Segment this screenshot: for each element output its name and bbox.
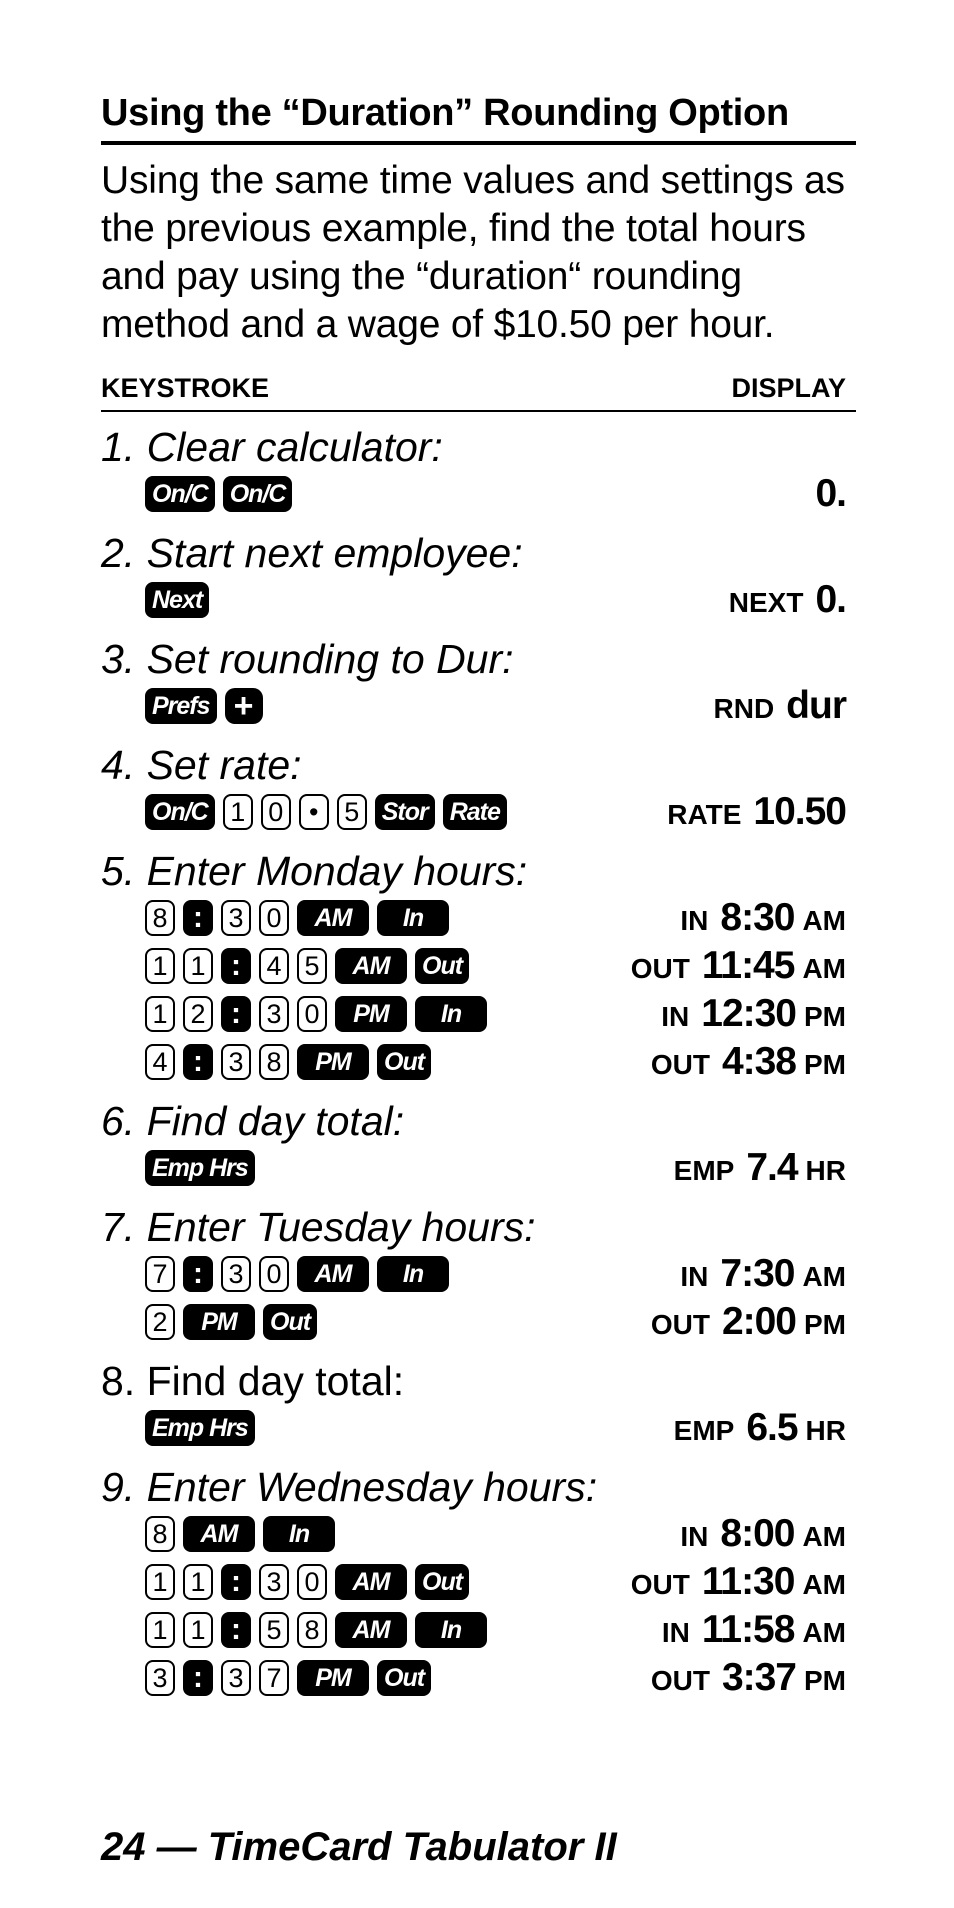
colon-key: : bbox=[183, 1256, 213, 1292]
out-key: Out bbox=[377, 1044, 431, 1080]
display-value: 0. bbox=[815, 578, 846, 621]
in-key: In bbox=[377, 900, 449, 936]
display-value: 4:38 bbox=[721, 1040, 796, 1083]
on-c-key: On/C bbox=[145, 476, 215, 512]
display-value: 0. bbox=[815, 472, 846, 515]
digit-3-key: 3 bbox=[259, 1564, 289, 1600]
digit-7-key: 7 bbox=[259, 1660, 289, 1696]
key-sequence bbox=[145, 900, 449, 936]
digit-1-key: 1 bbox=[145, 996, 175, 1032]
display-label: RATE bbox=[667, 799, 742, 830]
step-title: 3. Set rounding to Dur: bbox=[101, 636, 514, 682]
digit-3-key: 3 bbox=[221, 1660, 251, 1696]
display-value: 12:30 bbox=[701, 992, 796, 1035]
display-readout bbox=[651, 1300, 846, 1344]
keystroke-row bbox=[101, 1654, 856, 1702]
key-sequence bbox=[145, 582, 209, 618]
key-sequence bbox=[145, 688, 263, 724]
display-label: IN bbox=[680, 1261, 709, 1292]
display-value: 10.50 bbox=[753, 790, 846, 833]
digit-5-key: 5 bbox=[297, 948, 327, 984]
keystroke-row bbox=[101, 1404, 856, 1452]
display-value: 8:30 bbox=[720, 896, 795, 939]
key-sequence bbox=[145, 794, 507, 830]
display-unit: PM bbox=[804, 1309, 846, 1340]
display-label: IN bbox=[661, 1001, 690, 1032]
content-column bbox=[101, 92, 856, 1702]
plus-key: + bbox=[225, 688, 263, 724]
key-sequence bbox=[145, 1612, 487, 1648]
out-key: Out bbox=[263, 1304, 317, 1340]
colon-key: : bbox=[221, 948, 251, 984]
key-sequence bbox=[145, 1256, 449, 1292]
display-label: EMP bbox=[673, 1155, 735, 1186]
keystroke-row bbox=[101, 1038, 856, 1086]
pm-key: PM bbox=[183, 1304, 255, 1340]
digit-1-key: 1 bbox=[145, 1612, 175, 1648]
display-unit: HR bbox=[805, 1415, 846, 1446]
digit-3-key: 3 bbox=[221, 900, 251, 936]
key-sequence bbox=[145, 1516, 335, 1552]
digit-1-key: 1 bbox=[183, 1612, 213, 1648]
display-unit: AM bbox=[802, 1569, 846, 1600]
digit-0-key: 0 bbox=[261, 794, 291, 830]
key-sequence bbox=[145, 996, 487, 1032]
intro-paragraph: Using the same time values and settings as the previous example, find the total hours and pay using the “duration“ rounding method and a wage of $10.50 per hour. bbox=[101, 159, 845, 346]
pm-key: PM bbox=[297, 1044, 369, 1080]
key-sequence bbox=[145, 1564, 469, 1600]
decimal-key: • bbox=[299, 794, 329, 830]
digit-4-key: 4 bbox=[145, 1044, 175, 1080]
pm-key: PM bbox=[297, 1660, 369, 1696]
display-value: dur bbox=[786, 684, 846, 727]
display-label: IN bbox=[680, 905, 709, 936]
rate-key: Rate bbox=[443, 794, 507, 830]
display-label: OUT bbox=[650, 1049, 710, 1080]
display-label: OUT bbox=[630, 1569, 690, 1600]
am-key: AM bbox=[335, 948, 407, 984]
section-heading: Using the “Duration” Rounding Option bbox=[101, 92, 856, 145]
display-label: NEXT bbox=[728, 587, 804, 618]
emp-hrs-key: Emp Hrs bbox=[145, 1150, 255, 1186]
key-sequence bbox=[145, 948, 469, 984]
display-unit: AM bbox=[802, 1261, 846, 1292]
prefs-key: Prefs bbox=[145, 688, 217, 724]
keystroke-column-label: KEYSTROKE bbox=[101, 373, 270, 403]
emp-hrs-key: Emp Hrs bbox=[145, 1410, 255, 1446]
key-sequence bbox=[145, 1410, 255, 1446]
display-unit: HR bbox=[805, 1155, 846, 1186]
display-readout bbox=[729, 578, 846, 622]
keystroke-row bbox=[101, 1298, 856, 1346]
display-label: OUT bbox=[630, 953, 690, 984]
in-key: In bbox=[415, 996, 487, 1032]
digit-7-key: 7 bbox=[145, 1256, 175, 1292]
stor-key: Stor bbox=[375, 794, 435, 830]
display-readout bbox=[680, 1512, 846, 1556]
step-title: 1. Clear calculator: bbox=[101, 424, 443, 470]
digit-3-key: 3 bbox=[259, 996, 289, 1032]
keystroke-row bbox=[101, 942, 856, 990]
am-key: AM bbox=[297, 900, 369, 936]
step-title: 4. Set rate: bbox=[101, 742, 302, 788]
digit-1-key: 1 bbox=[183, 1564, 213, 1600]
keystroke-row bbox=[101, 1510, 856, 1558]
display-label: EMP bbox=[673, 1415, 735, 1446]
digit-3-key: 3 bbox=[221, 1256, 251, 1292]
display-readout bbox=[667, 790, 846, 834]
step-title: 5. Enter Monday hours: bbox=[101, 848, 528, 894]
colon-key: : bbox=[221, 1612, 251, 1648]
in-key: In bbox=[415, 1612, 487, 1648]
display-readout bbox=[631, 1560, 846, 1604]
display-unit: PM bbox=[804, 1001, 846, 1032]
display-value: 8:00 bbox=[720, 1512, 795, 1555]
step-title: 7. Enter Tuesday hours: bbox=[101, 1204, 536, 1250]
display-value: 7:30 bbox=[720, 1252, 795, 1295]
digit-1-key: 1 bbox=[223, 794, 253, 830]
step-title: 2. Start next employee: bbox=[101, 530, 523, 576]
display-readout bbox=[815, 472, 846, 516]
digit-8-key: 8 bbox=[259, 1044, 289, 1080]
display-unit: AM bbox=[802, 1521, 846, 1552]
next-key: Next bbox=[145, 582, 209, 618]
display-label: RND bbox=[713, 693, 775, 724]
digit-8-key: 8 bbox=[145, 900, 175, 936]
keystroke-row bbox=[101, 576, 856, 624]
digit-4-key: 4 bbox=[259, 948, 289, 984]
digit-1-key: 1 bbox=[183, 948, 213, 984]
colon-key: : bbox=[221, 1564, 251, 1600]
keystroke-row bbox=[101, 1144, 856, 1192]
colon-key: : bbox=[221, 996, 251, 1032]
digit-0-key: 0 bbox=[259, 1256, 289, 1292]
display-value: 3:37 bbox=[721, 1656, 796, 1699]
keystroke-row bbox=[101, 894, 856, 942]
digit-2-key: 2 bbox=[145, 1304, 175, 1340]
step-title: 9. Enter Wednesday hours: bbox=[101, 1464, 598, 1510]
display-value: 6.5 bbox=[746, 1406, 798, 1449]
display-readout bbox=[631, 944, 846, 988]
colon-key: : bbox=[183, 1044, 213, 1080]
on-c-key: On/C bbox=[145, 794, 215, 830]
steps-list bbox=[101, 424, 856, 1702]
am-key: AM bbox=[183, 1516, 255, 1552]
display-unit: AM bbox=[802, 1617, 846, 1648]
display-value: 2:00 bbox=[721, 1300, 796, 1343]
display-value: 11:58 bbox=[701, 1608, 795, 1651]
digit-8-key: 8 bbox=[297, 1612, 327, 1648]
digit-0-key: 0 bbox=[259, 900, 289, 936]
page-footer: 24 — TimeCard Tabulator II bbox=[101, 1825, 617, 1869]
digit-8-key: 8 bbox=[145, 1516, 175, 1552]
display-readout bbox=[651, 1040, 846, 1084]
display-value: 11:30 bbox=[701, 1560, 795, 1603]
digit-0-key: 0 bbox=[297, 996, 327, 1032]
on-c-key: On/C bbox=[223, 476, 293, 512]
keystroke-row bbox=[101, 682, 856, 730]
display-unit: PM bbox=[804, 1665, 846, 1696]
digit-1-key: 1 bbox=[145, 948, 175, 984]
display-value: 11:45 bbox=[701, 944, 795, 987]
digit-2-key: 2 bbox=[183, 996, 213, 1032]
display-unit: AM bbox=[802, 905, 846, 936]
colon-key: : bbox=[183, 1660, 213, 1696]
display-readout bbox=[674, 1406, 846, 1450]
digit-5-key: 5 bbox=[337, 794, 367, 830]
am-key: AM bbox=[335, 1564, 407, 1600]
keystroke-row bbox=[101, 1558, 856, 1606]
keystroke-row bbox=[101, 1250, 856, 1298]
key-sequence bbox=[145, 1660, 431, 1696]
step-title: 6. Find day total: bbox=[101, 1098, 405, 1144]
keystroke-row bbox=[101, 990, 856, 1038]
display-readout bbox=[714, 684, 847, 728]
display-readout bbox=[661, 992, 846, 1036]
display-column-label: DISPLAY bbox=[731, 373, 846, 403]
display-readout bbox=[680, 1252, 846, 1296]
display-label: OUT bbox=[650, 1309, 710, 1340]
key-sequence bbox=[145, 1304, 317, 1340]
display-readout bbox=[662, 1608, 846, 1652]
keystroke-row bbox=[101, 470, 856, 518]
display-value: 7.4 bbox=[746, 1146, 798, 1189]
display-readout bbox=[651, 1656, 846, 1700]
in-key: In bbox=[263, 1516, 335, 1552]
colon-key: : bbox=[183, 900, 213, 936]
display-label: IN bbox=[680, 1521, 709, 1552]
key-sequence bbox=[145, 1044, 431, 1080]
display-readout bbox=[674, 1146, 846, 1190]
key-sequence bbox=[145, 476, 292, 512]
key-sequence bbox=[145, 1150, 255, 1186]
display-readout bbox=[680, 896, 846, 940]
am-key: AM bbox=[297, 1256, 369, 1292]
in-key: In bbox=[377, 1256, 449, 1292]
digit-3-key: 3 bbox=[221, 1044, 251, 1080]
am-key: AM bbox=[335, 1612, 407, 1648]
out-key: Out bbox=[415, 1564, 469, 1600]
step-title: 8. Find day total: bbox=[101, 1358, 405, 1404]
out-key: Out bbox=[377, 1660, 431, 1696]
keystroke-row bbox=[101, 788, 856, 836]
display-label: IN bbox=[661, 1617, 690, 1648]
keystroke-row bbox=[101, 1606, 856, 1654]
display-label: OUT bbox=[650, 1665, 710, 1696]
pm-key: PM bbox=[335, 996, 407, 1032]
out-key: Out bbox=[415, 948, 469, 984]
display-unit: PM bbox=[804, 1049, 846, 1080]
display-unit: AM bbox=[802, 953, 846, 984]
digit-1-key: 1 bbox=[145, 1564, 175, 1600]
column-header bbox=[101, 349, 856, 412]
digit-0-key: 0 bbox=[297, 1564, 327, 1600]
digit-3-key: 3 bbox=[145, 1660, 175, 1696]
digit-5-key: 5 bbox=[259, 1612, 289, 1648]
